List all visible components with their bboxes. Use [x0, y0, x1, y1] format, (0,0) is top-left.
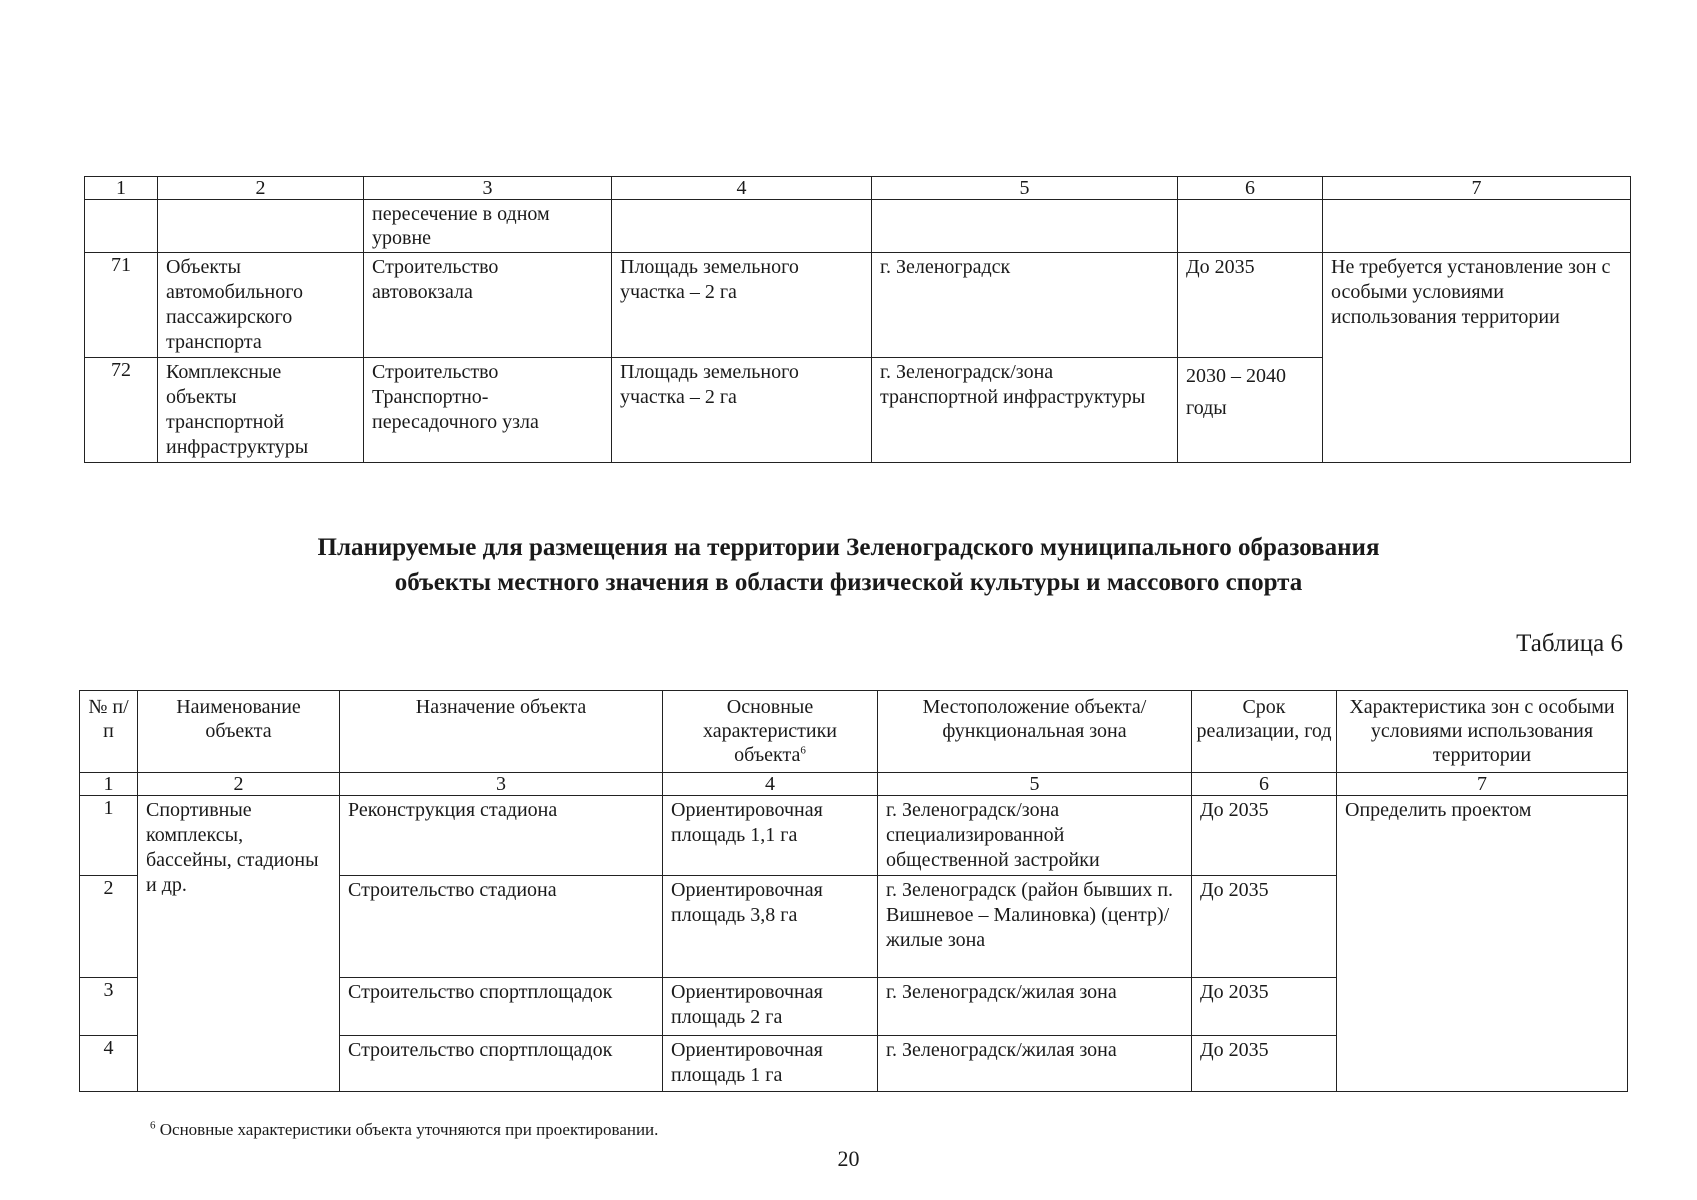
row-number [85, 200, 158, 253]
object-characteristics: Площадь земельного участка – 2 га [612, 253, 872, 358]
object-characteristics: Площадь земельного участка – 2 га [612, 358, 872, 463]
object-location [872, 200, 1178, 253]
object-location: г. Зеленоградск/зона специализированной общественной застройки [878, 796, 1192, 876]
object-location: г. Зеленоградск/жилая зона [878, 1036, 1192, 1092]
header-characteristics [663, 691, 878, 773]
implementation-term: До 2035 [1192, 796, 1337, 876]
row-number: 3 [80, 978, 138, 1036]
header-purpose: Назначение объекта [340, 691, 663, 773]
footnote-text: Основные характеристики объекта уточняются при проектировании. [159, 1120, 659, 1139]
object-location: г. Зеленоградск/жилая зона [878, 978, 1192, 1036]
object-location: г. Зеленоградск (район бывших п. Вишневое – Малиновка) (центр)/жилые зона [878, 876, 1192, 978]
row-number: 4 [80, 1036, 138, 1092]
zone-characteristics: Определить проектом [1337, 796, 1628, 1092]
table-row [85, 200, 1631, 253]
col-number: 2 [158, 177, 364, 200]
header-zones: Характеристика зон с особыми условиями использования территории [1337, 691, 1628, 773]
object-purpose: Строительство спортплощадок [340, 1036, 663, 1092]
implementation-term: До 2035 [1192, 978, 1337, 1036]
table-row [85, 253, 1631, 358]
col-number: 7 [1323, 177, 1631, 200]
table-row [80, 796, 1628, 876]
table-caption: Таблица 6 [1516, 630, 1623, 657]
table-6 [79, 690, 1628, 1092]
header-name: Наименование объекта [138, 691, 340, 773]
implementation-term: 2030 – 2040 годы [1178, 358, 1323, 463]
object-purpose: Строительство стадиона [340, 876, 663, 978]
table-header-row [80, 691, 1628, 773]
col-number: 7 [1337, 773, 1628, 796]
col-number: 1 [85, 177, 158, 200]
object-purpose: Строительство автовокзала [364, 253, 612, 358]
col-number: 2 [138, 773, 340, 796]
object-purpose: Строительство Транспортно-пересадочного узла [364, 358, 612, 463]
footnote [150, 1120, 658, 1140]
header-location: Местоположение объекта/функциональная зона [878, 691, 1192, 773]
header-characteristics-label: Основные характеристики объекта [702, 696, 837, 766]
implementation-term: До 2035 [1192, 876, 1337, 978]
object-name [158, 200, 364, 253]
col-number: 3 [340, 773, 663, 796]
row-number: 1 [80, 796, 138, 876]
footnote-marker: 6 [800, 744, 806, 757]
row-number: 2 [80, 876, 138, 978]
footnote-marker: 6 [150, 1119, 156, 1132]
col-number: 5 [872, 177, 1178, 200]
row-number: 72 [85, 358, 158, 463]
column-number-row [80, 773, 1628, 796]
col-number: 6 [1178, 177, 1323, 200]
object-characteristics [612, 200, 872, 253]
col-number: 6 [1192, 773, 1337, 796]
column-number-row [85, 177, 1631, 200]
object-purpose: Реконструкция стадиона [340, 796, 663, 876]
section-title-line: Планируемые для размещения на территории Зеленоградского муниципального образования [317, 534, 1380, 561]
object-location: г. Зеленоградск [872, 253, 1178, 358]
zone-characteristics: Не требуется установление зон с особыми условиями использования территории [1323, 253, 1631, 463]
object-name: Комплексные объекты транспортной инфраструктуры [158, 358, 364, 463]
object-characteristics: Ориентировочная площадь 1 га [663, 1036, 878, 1092]
col-number: 1 [80, 773, 138, 796]
zone-characteristics [1323, 200, 1631, 253]
object-characteristics: Ориентировочная площадь 1,1 га [663, 796, 878, 876]
object-purpose: Строительство спортплощадок [340, 978, 663, 1036]
object-purpose: пересечение в одном уровне [364, 200, 612, 253]
header-number: № п/п [80, 691, 138, 773]
col-number: 3 [364, 177, 612, 200]
object-location: г. Зеленоградск/зона транспортной инфраструктуры [872, 358, 1178, 463]
col-number: 5 [878, 773, 1192, 796]
object-name: Спортивные комплексы, бассейны, стадионы и др. [138, 796, 340, 1092]
object-characteristics: Ориентировочная площадь 2 га [663, 978, 878, 1036]
page-number: 20 [837, 1146, 860, 1171]
implementation-term: До 2035 [1192, 1036, 1337, 1092]
object-characteristics: Ориентировочная площадь 3,8 га [663, 876, 878, 978]
col-number: 4 [612, 177, 872, 200]
implementation-term: До 2035 [1178, 253, 1323, 358]
implementation-term [1178, 200, 1323, 253]
section-title-line: объекты местного значения в области физической культуры и массового спорта [394, 569, 1303, 596]
table-top [84, 176, 1631, 463]
col-number: 4 [663, 773, 878, 796]
row-number: 71 [85, 253, 158, 358]
section-title [0, 530, 1697, 600]
object-name: Объекты автомобильного пассажирского транспорта [158, 253, 364, 358]
header-term: Срок реализации, год [1192, 691, 1337, 773]
